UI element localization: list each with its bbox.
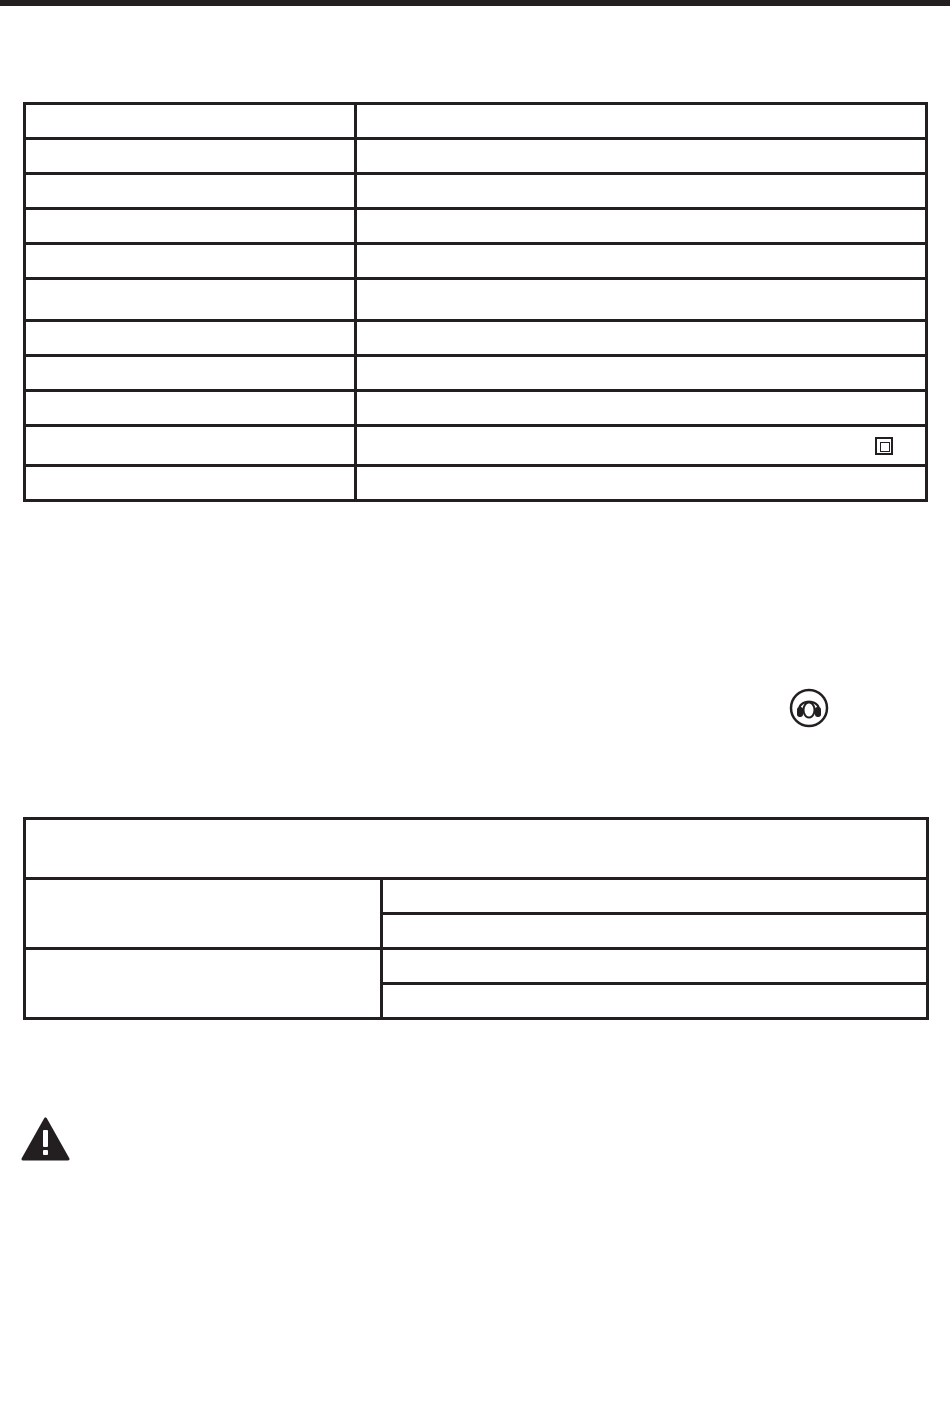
table-cell — [356, 356, 927, 391]
table-row — [25, 879, 928, 914]
table-row — [25, 949, 928, 984]
table-cell — [25, 426, 356, 466]
table-row — [25, 426, 927, 466]
table-cell — [25, 139, 356, 174]
table-cell — [25, 104, 356, 139]
table-cell — [25, 356, 356, 391]
table-cell — [356, 391, 927, 426]
table-cell — [25, 244, 356, 279]
table-row — [25, 819, 928, 879]
table-row — [25, 209, 927, 244]
table-cell — [382, 949, 928, 984]
table-cell — [356, 321, 927, 356]
table-cell — [25, 466, 356, 501]
table-row — [25, 104, 927, 139]
table-cell — [25, 949, 382, 1019]
table-cell — [356, 426, 927, 466]
table-row — [25, 391, 927, 426]
table-cell — [356, 174, 927, 209]
technical-data-table — [23, 102, 928, 502]
table-row — [25, 321, 927, 356]
table-row — [25, 244, 927, 279]
top-rule — [0, 0, 950, 6]
table-cell — [356, 139, 927, 174]
table-cell — [356, 104, 927, 139]
table-cell — [356, 279, 927, 321]
table-cell — [382, 879, 928, 914]
table-cell — [382, 914, 928, 949]
table-row — [25, 174, 927, 209]
table-cell — [382, 984, 928, 1019]
table-cell — [356, 209, 927, 244]
table-cell — [25, 174, 356, 209]
table-cell — [25, 321, 356, 356]
table-row — [25, 139, 927, 174]
table-cell — [25, 879, 382, 949]
table-cell — [356, 244, 927, 279]
table-row — [25, 466, 927, 501]
noise-vibration-table — [23, 817, 929, 1020]
table-row — [25, 279, 927, 321]
table-cell — [25, 209, 356, 244]
warning-triangle-icon — [21, 1117, 70, 1161]
table-header-cell — [25, 819, 928, 879]
double-insulation-icon — [875, 437, 893, 455]
table-cell — [356, 466, 927, 501]
table-cell — [25, 391, 356, 426]
table-cell — [25, 279, 356, 321]
ear-protection-icon — [789, 688, 829, 728]
table-row — [25, 356, 927, 391]
